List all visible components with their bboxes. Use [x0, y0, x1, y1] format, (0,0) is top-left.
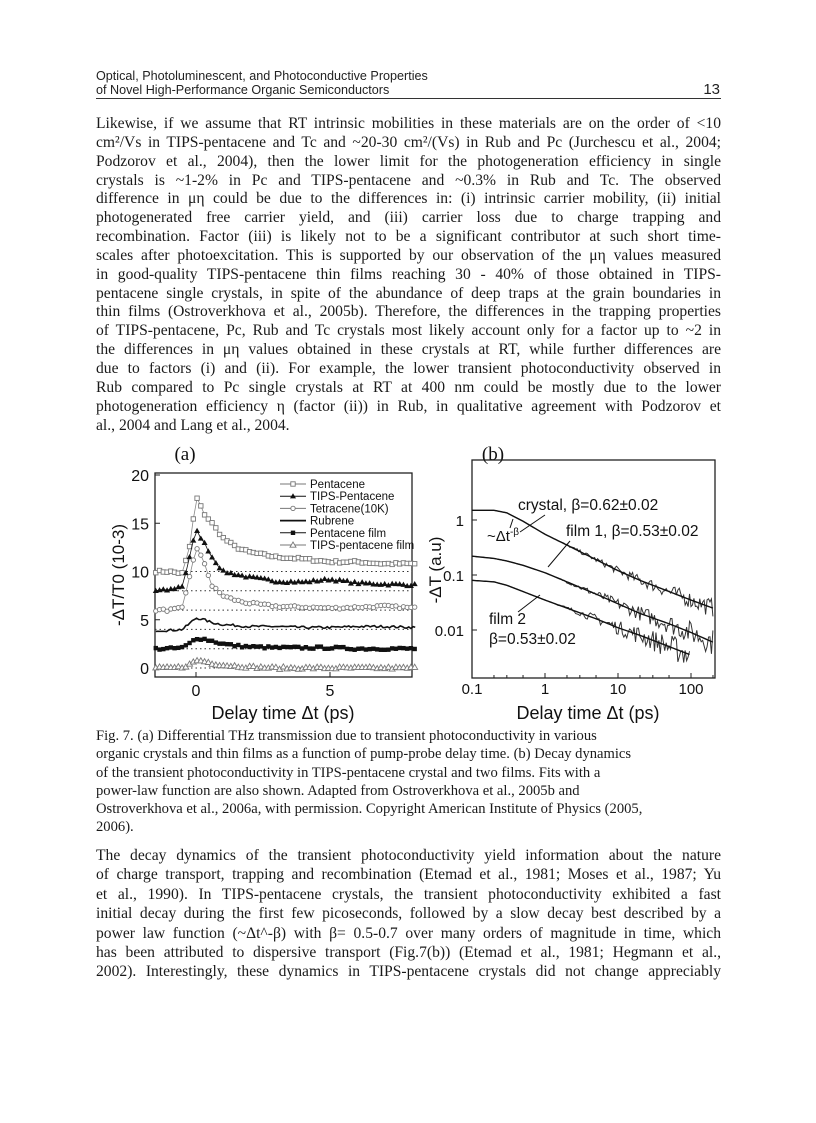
marker-filled-triangle [217, 565, 223, 570]
marker-filled-square [251, 644, 255, 648]
legend-a [280, 479, 414, 552]
text-line: Likewise, if we assume that RT intrinsic mobilities in these materials are on the order of <10 [96, 115, 721, 132]
marker-filled-square [412, 647, 416, 651]
marker-filled-square [202, 637, 206, 641]
marker-filled-square [360, 646, 364, 650]
marker-open-square [187, 544, 191, 548]
marker-filled-square [341, 645, 345, 649]
legend-label: TIPS-Pentacene [310, 491, 395, 504]
running-header-line-2: of Novel High-Performance Organic Semiconductors [96, 83, 390, 97]
text-line: pentacene single crystals, in spite of the abundance of deep traps at the grain boundaries in [96, 284, 721, 302]
marker-open-circle [195, 547, 199, 551]
marker-open-square [199, 504, 203, 508]
marker-filled-square [214, 640, 218, 644]
annotation-power-law: $\sim\Delta t^{-\beta}$ [487, 527, 520, 545]
x-tick-label-b: 0.1 [461, 681, 483, 698]
marker-filled-square [364, 647, 368, 651]
marker-open-circle [199, 553, 203, 557]
text-line: cm²/Vs in TIPS-pentacene and Tc and ~20-30 cm²/(Vs) in Rub and Pc (Jurchescu et al., 2004; [96, 133, 721, 151]
y-tick-label-a: 20 [131, 468, 149, 485]
text-line: recombination. Factor (iii) is likely not to be a significant contributor at such short time- [96, 228, 721, 246]
marker-filled-square [307, 646, 311, 650]
marker-filled-triangle [198, 535, 204, 540]
marker-filled-square [240, 645, 244, 649]
text-line: 2006). [96, 819, 134, 836]
legend-label: Rubrene [310, 515, 355, 528]
text-line: Fig. 7. (a) Differential THz transmission due to transient photoconductivity in various [96, 728, 597, 744]
annotation-pointer [518, 595, 540, 612]
marker-filled-square [390, 646, 394, 650]
marker-filled-triangle [228, 570, 234, 575]
text-line: power law function (~Δt^-β) with β= 0.5-0.7 over many orders of magnitude in time, which [96, 924, 721, 942]
marker-open-square [214, 526, 218, 530]
annotation-film2-beta: β=0.53±0.02 [489, 631, 576, 648]
y-tick-label-b: 1 [455, 513, 464, 530]
marker-filled-square [247, 645, 251, 649]
marker-filled-triangle [352, 579, 358, 584]
marker-open-square [412, 562, 416, 566]
legend-label: Pentacene [310, 479, 365, 491]
marker-filled-square [187, 641, 191, 645]
marker-open-circle [291, 506, 295, 510]
marker-filled-square [319, 644, 323, 648]
marker-filled-square [161, 647, 165, 651]
text-line: crystals is ~1-2% in Pc and TIPS-pentacene and ~0.3% in Rub and Tc. The observed [96, 171, 721, 189]
marker-filled-square [217, 641, 221, 645]
annotation-pointer [548, 541, 570, 567]
panel-label-b: (b) [481, 444, 505, 465]
marker-open-square [191, 517, 195, 521]
text-line: photogeneration efficiency η (factor (ii)) in Rub, in qualitative agreement with Podzorov et [96, 397, 721, 415]
marker-filled-square [180, 645, 184, 649]
marker-filled-square [255, 644, 259, 648]
marker-filled-triangle [205, 548, 211, 553]
marker-open-square [195, 496, 199, 500]
marker-open-circle [206, 573, 210, 577]
marker-filled-square [300, 646, 304, 650]
marker-filled-square [191, 638, 195, 642]
marker-filled-square [199, 638, 203, 642]
text-line: of the transient photoconductivity in TIPS-pentacene crystal and two films. Fits with a [96, 764, 601, 781]
marker-filled-square [291, 531, 295, 535]
text-line: photogenerated free carrier yield, and (iii) carrier loss due to charge trapping and [96, 209, 721, 227]
text-line: initial decay during the first few picoseconds, followed by a slow decay best described by a [96, 905, 721, 923]
figure-caption [96, 727, 721, 837]
marker-filled-square [405, 646, 409, 650]
marker-filled-triangle [179, 583, 185, 588]
x-tick-label-b: 10 [609, 681, 627, 698]
marker-filled-square [232, 644, 236, 648]
text-line: 2002). Interestingly, these dynamics in TIPS-pentacene crystals did not change appreciably [96, 963, 721, 981]
marker-filled-square [334, 645, 338, 649]
x-tick-label-b: 100 [678, 681, 704, 698]
power-law-exponent: -β [509, 527, 520, 538]
marker-filled-triangle [194, 528, 200, 533]
marker-open-circle [180, 605, 184, 609]
x-tick-label-a: 5 [325, 683, 335, 700]
marker-filled-square [262, 646, 266, 650]
text-line: has been attributed to dispersive transport (Fig.7(b)) (Etemad et al., 1981; Hegmann et al., [96, 943, 721, 961]
x-tick-label-b: 1 [540, 681, 550, 698]
marker-filled-square [292, 645, 296, 649]
marker-filled-square [184, 643, 188, 647]
power-law-fit-line [472, 556, 713, 642]
body-paragraph-1 [96, 115, 721, 435]
text-line: al., 2004 and Lang et al., 2004. [96, 416, 290, 434]
text-line: organic crystals and thin films as a function of pump-probe delay time. (b) Decay dynamics [96, 746, 632, 763]
page-number: 13 [703, 81, 720, 98]
y-tick-label-b: 0.1 [443, 568, 464, 585]
marker-open-circle [184, 591, 188, 595]
y-tick-label-a: 10 [131, 564, 149, 582]
marker-filled-square [244, 644, 248, 648]
marker-open-circle [202, 562, 206, 566]
marker-filled-triangle [209, 554, 215, 559]
annotation-film1: film 1, β=0.53±0.02 [566, 523, 699, 540]
marker-filled-square [375, 647, 379, 651]
annotation-crystal: crystal, β=0.62±0.02 [518, 497, 659, 514]
series-tips-pentacene-film [153, 658, 418, 672]
marker-filled-square [386, 647, 390, 651]
marker-filled-square [356, 647, 360, 651]
marker-filled-square [409, 646, 413, 650]
marker-filled-square [289, 645, 293, 649]
marker-filled-square [397, 646, 401, 650]
y-tick-label-a: 15 [131, 516, 149, 534]
marker-filled-square [195, 637, 199, 641]
text-line: Rub compared to Pc single crystals at RT at 400 nm could be mostly due to the lower [96, 378, 721, 396]
y-axis-label-a: -ΔT/T0 (10-3) [109, 523, 128, 627]
annotation-pointer [520, 515, 545, 532]
marker-filled-square [270, 645, 274, 649]
text-line: the differences in μη values obtained in these crystals at RT, while further differences are [96, 341, 721, 359]
marker-filled-square [304, 645, 308, 649]
legend-label: TIPS-pentacene film [310, 540, 415, 552]
marker-filled-square [206, 639, 210, 643]
text-line: Podzorov et al., 2004), then the lower limit for the photogeneration efficiency in single [96, 152, 721, 170]
y-tick-label-a: 5 [140, 612, 149, 630]
text-line: of TIPS-pentacene, Pc, Rub and Tc crystals most likely account only for a factor up to ~2 in [96, 322, 721, 340]
marker-filled-square [169, 645, 173, 649]
text-line: thin films (Ostroverkhova et al., 2005b). Therefore, the differences in the trapping properties [96, 303, 721, 321]
running-header-line-1: Optical, Photoluminescent, and Photoconductive Properties [96, 69, 428, 83]
marker-filled-triangle [329, 577, 335, 582]
marker-filled-square [281, 645, 285, 649]
text-line: in good-quality TIPS-pentacene thin films reaching 30 - 40% of those obtained in TIPS- [96, 265, 721, 283]
marker-filled-square [322, 647, 326, 651]
y-axis-label-b: -ΔT (a.u) [426, 536, 445, 604]
marker-filled-square [277, 646, 281, 650]
marker-filled-square [394, 647, 398, 651]
marker-filled-square [176, 646, 180, 650]
marker-filled-square [285, 645, 289, 649]
marker-filled-square [236, 643, 240, 647]
marker-filled-square [326, 647, 330, 651]
legend-label: Pentacene film [310, 527, 387, 540]
marker-filled-square [165, 646, 169, 650]
header-rule [96, 98, 721, 99]
marker-filled-square [210, 639, 214, 643]
text-line: Ostroverkhova et al., 2006a, with permission. Copyright American Institute of Physics (2005, [96, 801, 643, 818]
panel-label-a: (a) [174, 444, 196, 465]
x-axis-label-a: Delay time Δt (ps) [211, 703, 355, 723]
marker-filled-square [225, 642, 229, 646]
marker-filled-square [349, 647, 353, 651]
marker-filled-square [296, 645, 300, 649]
marker-filled-square [315, 644, 319, 648]
x-tick-label-a: 0 [191, 683, 201, 700]
marker-open-circle [187, 574, 191, 578]
marker-filled-square [274, 645, 278, 649]
marker-filled-square [229, 642, 233, 646]
marker-open-square [291, 482, 295, 486]
series-pentacene-film [154, 637, 417, 652]
marker-filled-square [352, 648, 356, 652]
y-tick-label-b: 0.01 [434, 623, 464, 640]
marker-filled-square [311, 646, 315, 650]
y-tick-label-a: 0 [140, 661, 149, 678]
figure-7 [0, 440, 816, 725]
marker-filled-square [401, 646, 405, 650]
text-line: The decay dynamics of the transient photoconductivity yield information about the nature [96, 847, 721, 864]
marker-filled-square [371, 647, 375, 651]
text-line: scales after photoexcitation. This is supported by our observation of the μη values measured [96, 246, 721, 264]
marker-filled-square [367, 647, 371, 651]
marker-filled-square [259, 644, 263, 648]
marker-filled-square [154, 646, 158, 650]
marker-filled-triangle [344, 578, 350, 583]
marker-filled-square [379, 648, 383, 652]
marker-open-square [210, 521, 214, 525]
text-line: difference in μη could be due to the differences in: (i) intrinsic carrier mobility, (ii) initial [96, 190, 721, 208]
marker-filled-square [345, 647, 349, 651]
marker-open-circle [412, 605, 416, 609]
marker-filled-triangle [213, 560, 219, 565]
marker-filled-square [221, 641, 225, 645]
annotation-film2-name: film 2 [489, 611, 527, 628]
x-axis-label-b: Delay time Δt (ps) [516, 703, 660, 723]
marker-filled-square [266, 644, 270, 648]
marker-filled-square [172, 646, 176, 650]
marker-filled-square [330, 646, 334, 650]
marker-open-circle [217, 590, 221, 594]
marker-open-circle [191, 558, 195, 562]
text-line: of charge transport, trapping and recombination (Etemad et al., 1981; Moses et al., 1987; Yu [96, 866, 721, 884]
marker-filled-square [382, 648, 386, 652]
body-paragraph-2 [96, 846, 721, 982]
marker-filled-square [157, 647, 161, 651]
text-line: power-law function are also shown. Adapted from Ostroverkhova et al., 2005b and [96, 782, 580, 799]
marker-filled-square [337, 645, 341, 649]
legend-label: Tetracene(10K) [310, 503, 389, 516]
marker-filled-triangle [190, 537, 196, 542]
text-line: due to factors (i) and (ii). For example, the lower transient photoconductivity observed in [96, 359, 721, 377]
marker-open-circle [214, 586, 218, 590]
text-line: et al., 1990). In TIPS-pentacene crystals, the transient photoconductivity exhibited a fast [96, 885, 721, 903]
